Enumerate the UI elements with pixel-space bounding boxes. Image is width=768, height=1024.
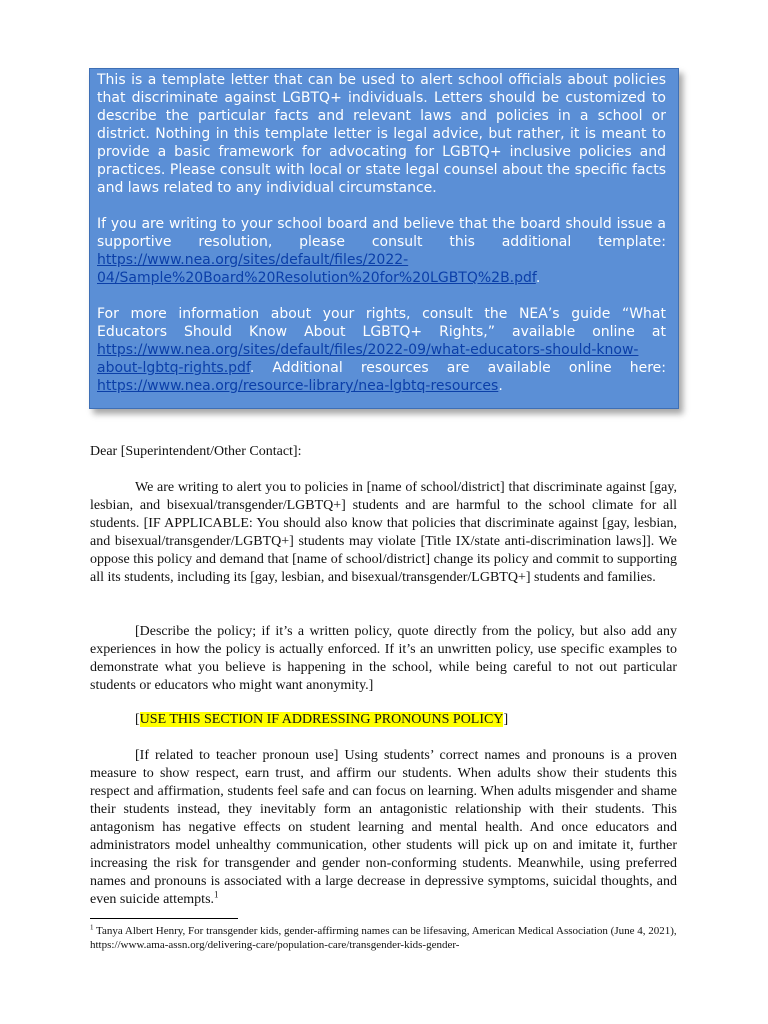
bracket-open: [: [135, 712, 140, 727]
template-instructions-box: [89, 68, 679, 409]
footnote-reference[interactable]: 1: [214, 889, 219, 900]
letter-salutation: Dear [Superintendent/Other Contact]:: [90, 444, 302, 459]
pronouns-section-heading: [90, 711, 677, 729]
footnote-number: 1: [90, 923, 94, 932]
letter-paragraph-pronouns: [90, 747, 677, 909]
footnote: [90, 924, 680, 952]
callout-rights-paragraph: [97, 305, 666, 395]
highlighted-section-title: USE THIS SECTION IF ADDRESSING PRONOUNS POLICY: [139, 712, 504, 727]
letter-paragraph-describe-policy: [Describe the policy; if it’s a written policy, quote directly from the policy, but also add any experiences in how the policy is actually enforced. If it’s an unwritten policy, use specific examples to demonstrate what you believe is happening in the school, while being careful to not out particular students or educators who might want anonymity.]: [90, 624, 677, 693]
nea-lgbtq-resources-link[interactable]: https://www.nea.org/resource-library/nea-lgbtq-resources: [97, 378, 499, 394]
footnote-separator: [90, 918, 238, 919]
letter-paragraph-alert: We are writing to alert you to policies in [name of school/district] that discriminate against [gay, lesbian, and bisexual/transgender/LGBTQ+] students and are harmful to the school climate for all students. [IF APPLICABLE: You should also know that policies that discriminate against [gay, lesbian, and bisexual/transgender/LGBTQ+] students may violate [Title IX/state anti-discrimination laws]]. We oppose this policy and demand that [name of school/district] change its policy and commit to supporting all its students, including its [gay, lesbian, and bisexual/transgender/LGBTQ+] students and families.: [90, 480, 677, 585]
educators-lgbtq-rights-link[interactable]: https://www.nea.org/sites/default/files/2022-09/what-educators-should-know-about-lgbtq-rights.pdf: [97, 342, 639, 376]
bracket-close: ]: [503, 712, 509, 727]
callout-rights-text: For more information about your rights, consult the NEA’s guide “What Educators Should Know About LGBTQ+ Rights,” available online at: [97, 306, 666, 340]
callout-rights-mid: . Additional resources are available online here:: [249, 360, 666, 376]
sample-board-resolution-link[interactable]: https://www.nea.org/sites/default/files/2022-04/Sample%20Board%20Resolution%20for%20LGBTQ%2B.pdf: [97, 252, 536, 286]
callout-intro-paragraph: This is a template letter that can be used to alert school officials about policies that discriminate against LGBTQ+ individuals. Letters should be customized to describe the particular facts and relevant laws and policies in a school or district. Nothing in this template letter is legal advice, but rather, it is meant to provide a basic framework for advocating for LGBTQ+ inclusive policies and practices. Please consult with local or state legal counsel about the specific facts and laws related to any individual circumstance.: [97, 72, 666, 196]
callout-resolution-text: If you are writing to your school board and believe that the board should issue a supportive resolution, please consult this additional template:: [97, 216, 666, 250]
callout-resolution-end: .: [535, 270, 541, 286]
footnote-text: Tanya Albert Henry, For transgender kids, gender-affirming names can be lifesaving, American Medical Association (June 4, 2021), https://www.ama-assn.org/delivering-care/population-care/transgender-kids-gender-: [90, 925, 677, 951]
pronouns-paragraph-text: [If related to teacher pronoun use] Using students’ correct names and pronouns is a proven measure to show respect, earn trust, and affirm our students. When adults show their students this respect and affirmation, students feel safe and can focus on learning. When adults misgender and shame their students instead, they inevitably form an antagonistic relationship with their students. This antagonism has negative effects on student learning and mental health. And once educators and administrators model unhealthy communication, other students will pick up on and imitate it, further increasing the risk for transgender and gender non-conforming students. Meanwhile, using preferred names and pronouns is associated with a large decrease in depressive symptoms, suicidal thoughts, and even suicide attempts.: [90, 748, 677, 907]
callout-rights-end: .: [498, 378, 503, 394]
callout-resolution-paragraph: [97, 215, 666, 287]
